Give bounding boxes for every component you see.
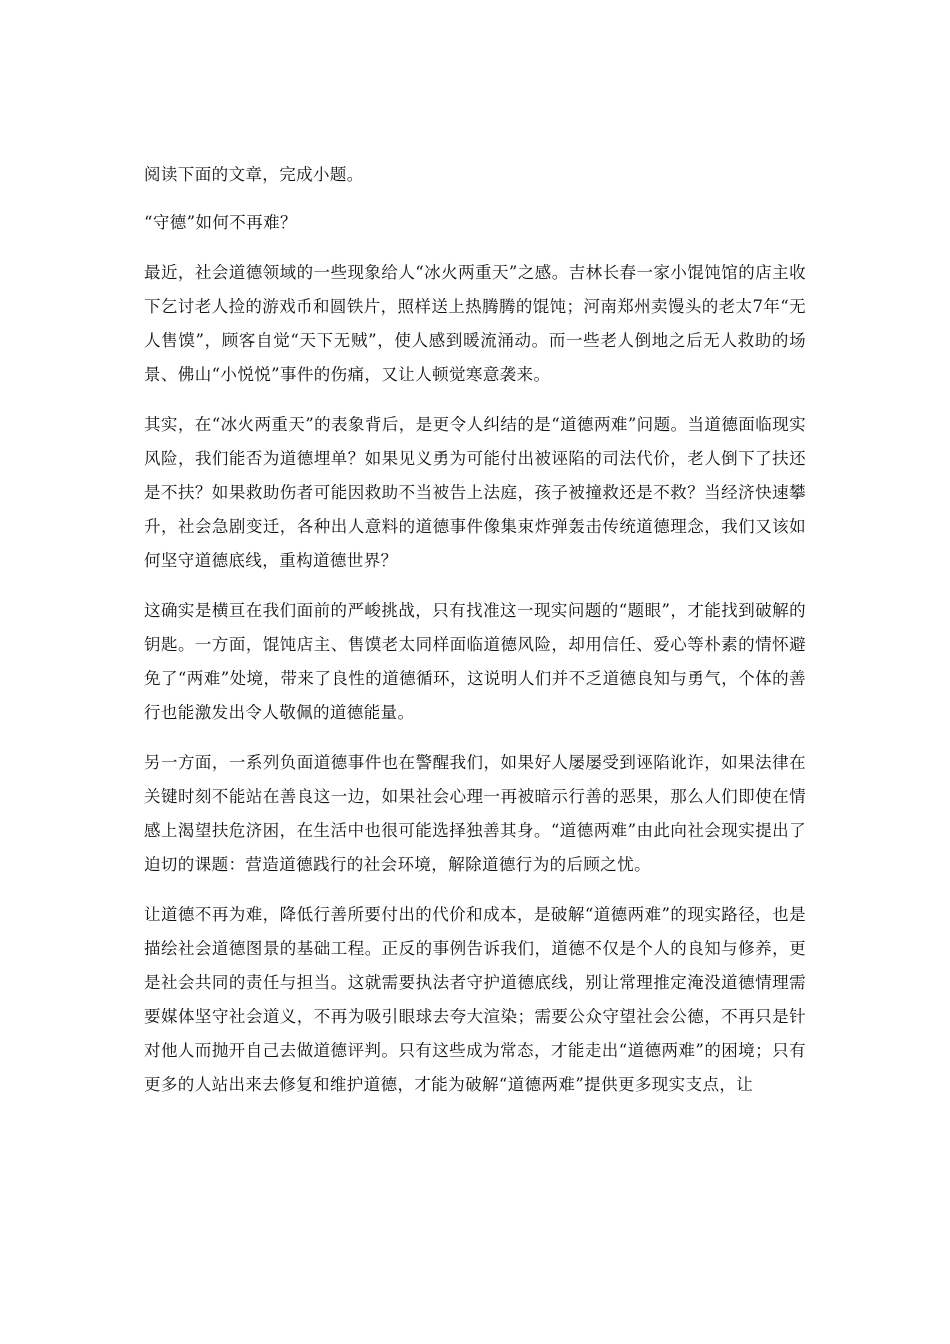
question-instruction: 阅读下面的文章，完成小题。 xyxy=(144,165,364,184)
article-paragraph-4: 另一方面，一系列负面道德事件也在警醒我们，如果好人屡屡受到诬陷讹诈，如果法律在关键时刻不能站在善良这一边，如果社会心理一再被暗示行善的恶果，那么人们即使在情感上渴望扶危济困，在生活中也很可能选择独善其身。“道德两难”由此向社会现实提出了迫切的课题：营造道德践行的社会环境，解除道德行为的后顾之忧。 xyxy=(144,753,806,874)
article-title: “守德”如何不再难？ xyxy=(144,213,297,232)
article-paragraph-3: 这确实是横亘在我们面前的严峻挑战，只有找准这一现实问题的“题眼”，才能找到破解的钥匙。一方面，馄饨店主、售馍老太同样面临道德风险，却用信任、爱心等朴素的情怀避免了“两难”处境，带来了良性的道德循环，这说明人们并不乏道德良知与勇气，个体的善行也能激发出令人敬佩的道德能量。 xyxy=(144,601,806,722)
article-paragraph-2: 其实，在“冰火两重天”的表象背后，是更令人纠结的是“道德两难”问题。当道德面临现实风险，我们能否为道德埋单？如果见义勇为可能付出被诬陷的司法代价，老人倒下了扶还是不扶？如果救助伤者可能因救助不当被告上法庭，孩子被撞救还是不救？当经济快速攀升，社会急剧变迁，各种出人意料的道德事件像集束炸弹轰击传统道德理念，我们又该如何坚守道德底线，重构道德世界？ xyxy=(144,415,806,570)
document-body xyxy=(144,158,806,1118)
article-paragraph-1: 最近，社会道德领域的一些现象给人“冰火两重天”之感。吉林长春一家小馄饨馆的店主收下乞讨老人捡的游戏币和圆铁片，照样送上热腾腾的馄饨；河南郑州卖馒头的老太7年“无人售馍”，顾客自觉“天下无贼”，使人感到暖流涌动。而一些老人倒地之后无人救助的场景、佛山“小悦悦”事件的伤痛，又让人顿觉寒意袭来。 xyxy=(144,263,806,384)
article-paragraph-5: 让道德不再为难，降低行善所要付出的代价和成本，是破解“道德两难”的现实路径，也是描绘社会道德图景的基础工程。正反的事例告诉我们，道德不仅是个人的良知与修养，更是社会共同的责任与担当。这就需要执法者守护道德底线，别让常理推定淹没道德情理需要媒体坚守社会道义，不再为吸引眼球去夸大渲染；需要公众守望社会公德，不再只是针对他人而抛开自己去做道德评判。只有这些成为常态，才能走出“道德两难”的困境；只有更多的人站出来去修复和维护道德，才能为破解“道德两难”提供更多现实支点，让 xyxy=(144,905,806,1094)
